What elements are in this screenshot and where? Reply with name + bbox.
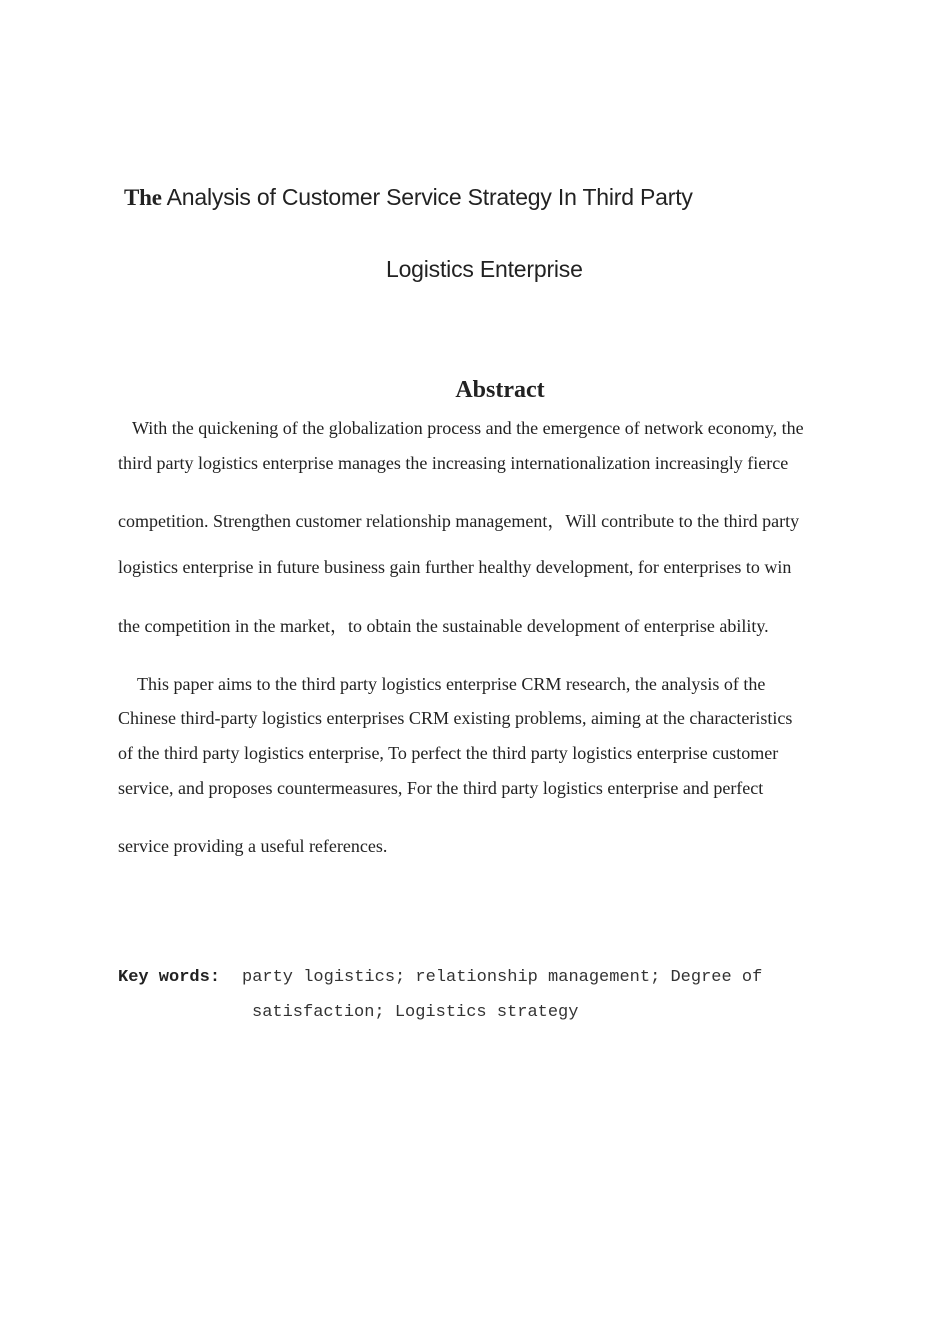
abstract-heading: Abstract xyxy=(455,377,545,403)
abstract-p1-line-3: competition. Strengthen customer relationship management，Will contribute to the third party xyxy=(118,511,800,531)
title-line-2: Logistics Enterprise xyxy=(386,256,583,282)
abstract-p1-line-2: third party logistics enterprise manages the increasing internationalization increasingly fierce xyxy=(118,453,789,473)
title-line-1 xyxy=(124,180,693,215)
abstract-p2-line-5: service providing a useful references. xyxy=(118,836,388,856)
abstract-p1-line-5: the competition in the market，to obtain the sustainable development of enterprise ability. xyxy=(118,616,769,636)
abstract-p1-line-4: logistics enterprise in future business gain further healthy development, for enterprises to win xyxy=(118,557,792,577)
keywords-line-2: satisfaction; Logistics strategy xyxy=(252,1003,579,1022)
abstract-p2-line-4: service, and proposes countermeasures, For the third party logistics enterprise and perfect xyxy=(118,778,764,798)
abstract-p2-line-1: This paper aims to the third party logistics enterprise CRM research, the analysis of the xyxy=(137,674,766,694)
keywords-line-1: party logistics; relationship management; Degree of xyxy=(242,968,763,987)
title-lead-word: The xyxy=(124,185,162,210)
keywords-label: Key words: xyxy=(118,968,221,987)
abstract-p1-line-1: With the quickening of the globalization process and the emergence of network economy, the xyxy=(132,418,804,438)
abstract-p2-line-3: of the third party logistics enterprise, To perfect the third party logistics enterprise customer xyxy=(118,743,779,763)
abstract-p2-line-2: Chinese third-party logistics enterprises CRM existing problems, aiming at the characteristics xyxy=(118,708,793,728)
title-text: Analysis of Customer Service Strategy In Third Party xyxy=(161,184,693,210)
